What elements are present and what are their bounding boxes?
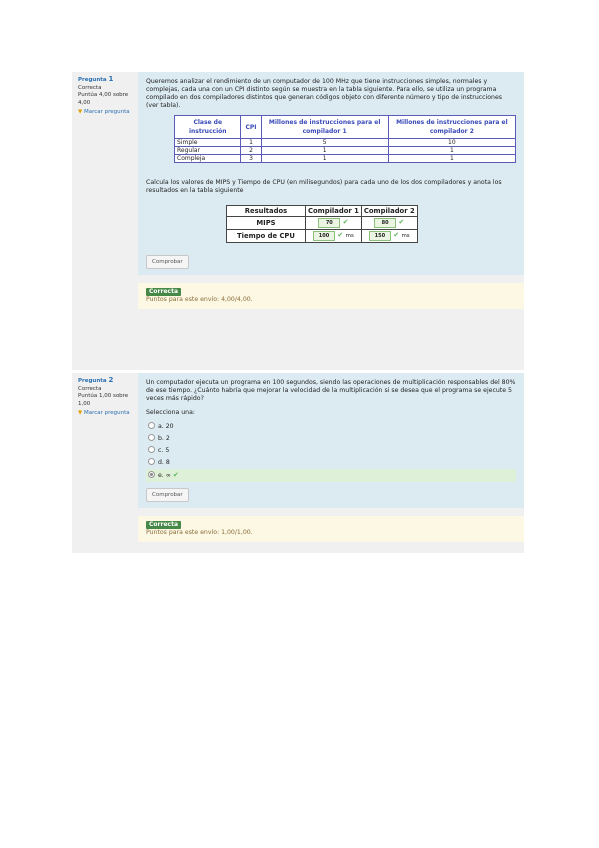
question-grade: Puntúa 1,00 sobre 1,00: [78, 393, 129, 407]
check-button[interactable]: Comprobar: [146, 488, 189, 502]
question-text: Un computador ejecuta un programa en 100 segundos, siendo las operaciones de multiplicación responsables del 80% de ese tiempo. ¿Cuánto habría que mejorar la velocidad de la multiplicación si se desea que el programa se ejecute 5 veces más rápido?: [146, 379, 516, 402]
status-badge: Correcta: [146, 288, 181, 296]
table-row: Simple 1 5 10: [175, 139, 516, 147]
radio-button[interactable]: [148, 458, 155, 465]
answer-option-a[interactable]: a. 20: [146, 421, 516, 433]
question-state: Correcta: [78, 385, 102, 392]
check-icon: ✔: [172, 471, 179, 479]
feedback-box: [138, 516, 524, 542]
question-text-2: Calcula los valores de MIPS y Tiempo de CPU (en milisegundos) para cada uno de los dos compiladores y anota los resultados en la tabla siguiente: [146, 179, 502, 194]
check-button[interactable]: Comprobar: [146, 255, 189, 269]
answer-option-b[interactable]: b. 2: [146, 433, 516, 445]
question-number: Pregunta 1: [78, 75, 114, 83]
question-state: Correcta: [78, 84, 102, 91]
answer-option-d[interactable]: d. 8: [146, 457, 516, 469]
table-row: Compleja 3 1 1: [175, 155, 516, 163]
radio-button[interactable]: [148, 434, 155, 441]
feedback-text: Puntos para este envío: 4,00/4,00.: [146, 296, 253, 303]
table-header: Millones de instrucciones para el compilador 1: [261, 116, 388, 139]
flag-question-link[interactable]: ▼ Marcar pregunta: [78, 109, 130, 115]
answer-option-e[interactable]: e. ∞ ✔: [146, 469, 516, 482]
radio-button[interactable]: [148, 422, 155, 429]
table-header: Resultados: [227, 206, 306, 217]
question-2: [72, 373, 524, 553]
question-info: [78, 76, 138, 117]
question-grade: Puntúa 4,00 sobre 4,00: [78, 92, 129, 106]
flag-question-link[interactable]: ▼ Marcar pregunta: [78, 410, 130, 416]
question-text: Queremos analizar el rendimiento de un computador de 100 MHz que tiene instrucciones simples, normales y complejas, cada una con un CPI distinto según se muestra en la tabla siguiente. Para ello, se utiliza un programa compilado en dos compiladores distintos que generan códigos objeto con diferente número y tipo de instrucciones (ver tabla).: [146, 78, 502, 109]
mips-c1-input[interactable]: 70: [318, 218, 340, 228]
answer-prompt: Selecciona una:: [146, 409, 195, 416]
check-icon: ✔: [393, 231, 400, 239]
flag-icon: ▼: [78, 410, 83, 416]
table-row: Regular 2 1 1: [175, 147, 516, 155]
question-number: Pregunta 2: [78, 376, 114, 384]
cpu-time-c2-input[interactable]: 150: [369, 231, 391, 241]
table-header: Clase de instrucción: [175, 116, 241, 139]
mips-c2-input[interactable]: 80: [374, 218, 396, 228]
question-info: [78, 377, 138, 418]
check-icon: ✔: [337, 231, 344, 239]
instruction-table: [174, 115, 516, 163]
feedback-text: Puntos para este envío: 1,00/1,00.: [146, 529, 253, 536]
question-formulation: [138, 72, 524, 275]
feedback-box: [138, 283, 524, 309]
table-header: CPI: [241, 116, 261, 139]
table-header: Millones de instrucciones para el compilador 2: [388, 116, 515, 139]
results-table: [226, 205, 418, 243]
answer-option-c[interactable]: c. 5: [146, 445, 516, 457]
check-icon: ✔: [342, 218, 349, 226]
status-badge: Correcta: [146, 521, 181, 529]
radio-button[interactable]: [148, 446, 155, 453]
question-formulation: [138, 373, 524, 508]
answer-options: [146, 421, 516, 482]
cpu-time-c1-input[interactable]: 100: [313, 231, 335, 241]
flag-icon: ▼: [78, 109, 83, 115]
table-row: MIPS 70 ✔ 80 ✔: [227, 217, 418, 230]
question-1: [72, 72, 524, 370]
radio-button[interactable]: [148, 471, 155, 478]
table-row: Tiempo de CPU 100 ✔ ms 150 ✔ ms: [227, 230, 418, 243]
table-header: Compilador 1: [306, 206, 362, 217]
check-icon: ✔: [398, 218, 405, 226]
table-header: Compilador 2: [361, 206, 417, 217]
